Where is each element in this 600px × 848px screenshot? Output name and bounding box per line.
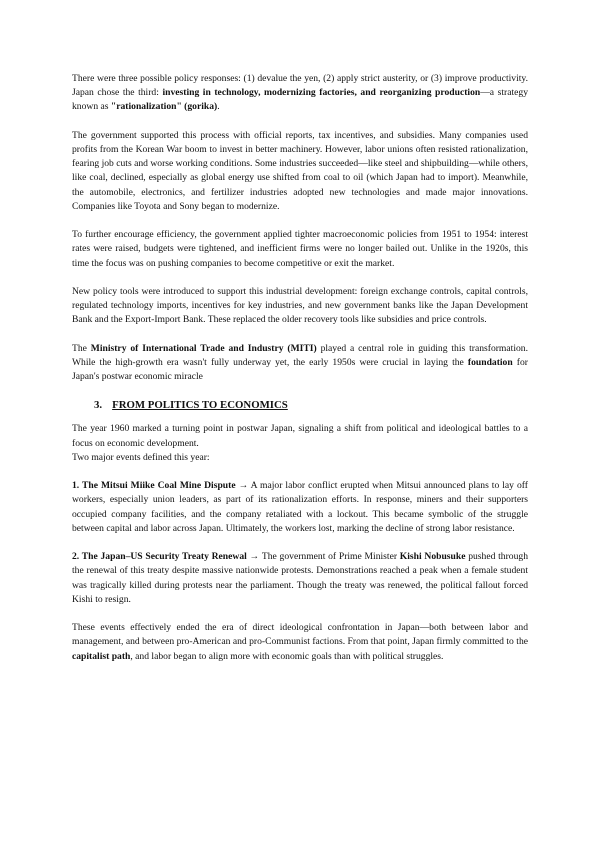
text-run: . — [217, 101, 220, 113]
text-run: The — [72, 342, 91, 354]
bold-run: foundation — [467, 357, 513, 368]
bold-run: "rationalization" (gorika) — [110, 101, 218, 113]
paragraph-treaty-renewal — [72, 550, 528, 607]
text-run: played a central role in guiding this transformation. While the high-growth era wasn't fully underway yet, the early 1950s were crucial in laying the — [72, 342, 528, 368]
bold-run: Ministry of International Trade and Industry (MITI) — [90, 342, 317, 354]
paragraph-miti — [72, 342, 528, 385]
paragraph-policy-tools: New policy tools were introduced to support this industrial development: foreign exchange controls, capital controls, regulated technology imports, incentives for key industries, and new government banks like the Japan Development Bank and the Export-Import Bank. These replaced the older recovery tools like subsidies and price controls. — [72, 286, 528, 326]
bold-run: 1. The Mitsui Miike Coal Mine Dispute — [72, 480, 236, 492]
bold-run: Kishi Nobusuke — [399, 551, 466, 563]
text-run: , and labor began to align more with economic goals than with political struggles. — [130, 650, 444, 662]
text-run: pushed through the renewal of this treaty despite massive nationwide protests. Demonstrations reached a peak when a female student was tragically killed during protests near the parliament. Though the treaty was renewed, the political fallout forced Kishi to resign. — [72, 551, 528, 605]
text-run: The government of Prime Minister — [261, 551, 400, 563]
section-title: FROM POLITICS TO ECONOMICS — [112, 399, 288, 412]
paragraph-government-support: The government supported this process with official reports, tax incentives, and subsidies. Many companies used profits from the Korean War boom to invest in better machinery. However, labor unions often resisted rationalization, fearing job cuts and worse working conditions. Some industries succeeded—like steel and shipbuilding—while others, like coal, declined, especially as global energy use shifted from coal to oil (which Japan had to import). Meanwhile, the automobile, electronics, and fertilizer industries adopted new technologies and made major innovations. Companies like Toyota and Sony began to modernize. — [72, 129, 528, 212]
paragraph-miike-dispute — [72, 479, 528, 536]
text-run: → A major labor conflict erupted when Mitsui announced plans to lay off workers, especially union leaders, as part of its rationalization efforts. In response, miners and their supporters occupied company facilities, and the company retaliated with a lockout. This became symbolic of the struggle between capital and labor across Japan. Ultimately, the workers lost, marking the decline of strong labor resistance. — [72, 480, 528, 534]
text-run: for Japan's postwar economic miracle — [72, 357, 528, 383]
document-page — [72, 72, 528, 664]
paragraph-macroeconomic-policies: To further encourage efficiency, the government applied tighter macroeconomic policies from 1951 to 1954: interest rates were raised, budgets were tightened, and inefficient firms were no longer bailed out. Unlike in the 1920s, this time the focus was on pushing companies to become competitive or exit the market. — [72, 229, 528, 269]
text-run: The year 1960 marked a turning point in postwar Japan, signaling a shift from political and ideological battles to a focus on economic development. — [72, 423, 528, 449]
arrow-run: → — [246, 551, 262, 563]
bold-run: 2. The Japan–US Security Treaty Renewal — [72, 551, 247, 563]
text-run: These events effectively ended the era of direct ideological confrontation in Japan—both between labor and management, and between pro-American and pro-Communist factions. From that point, Japan firmly committed to the — [72, 622, 528, 648]
text-run: Two major events defined this year: — [72, 451, 210, 463]
section-heading — [94, 398, 528, 412]
bold-run: investing in technology, modernizing factories, and reorganizing production — [162, 87, 481, 99]
text-run: —a strategy known as — [72, 87, 528, 113]
paragraph-turning-point — [72, 422, 528, 465]
paragraph-policy-responses — [72, 72, 528, 115]
paragraph-end-of-confrontation — [72, 621, 528, 664]
text-run: There were three possible policy responses: (1) devalue the yen, (2) apply strict austerity, or (3) improve productivity. Japan chose the third: — [72, 73, 528, 99]
bold-run: capitalist path — [72, 650, 131, 662]
section-number: 3. — [94, 399, 103, 412]
